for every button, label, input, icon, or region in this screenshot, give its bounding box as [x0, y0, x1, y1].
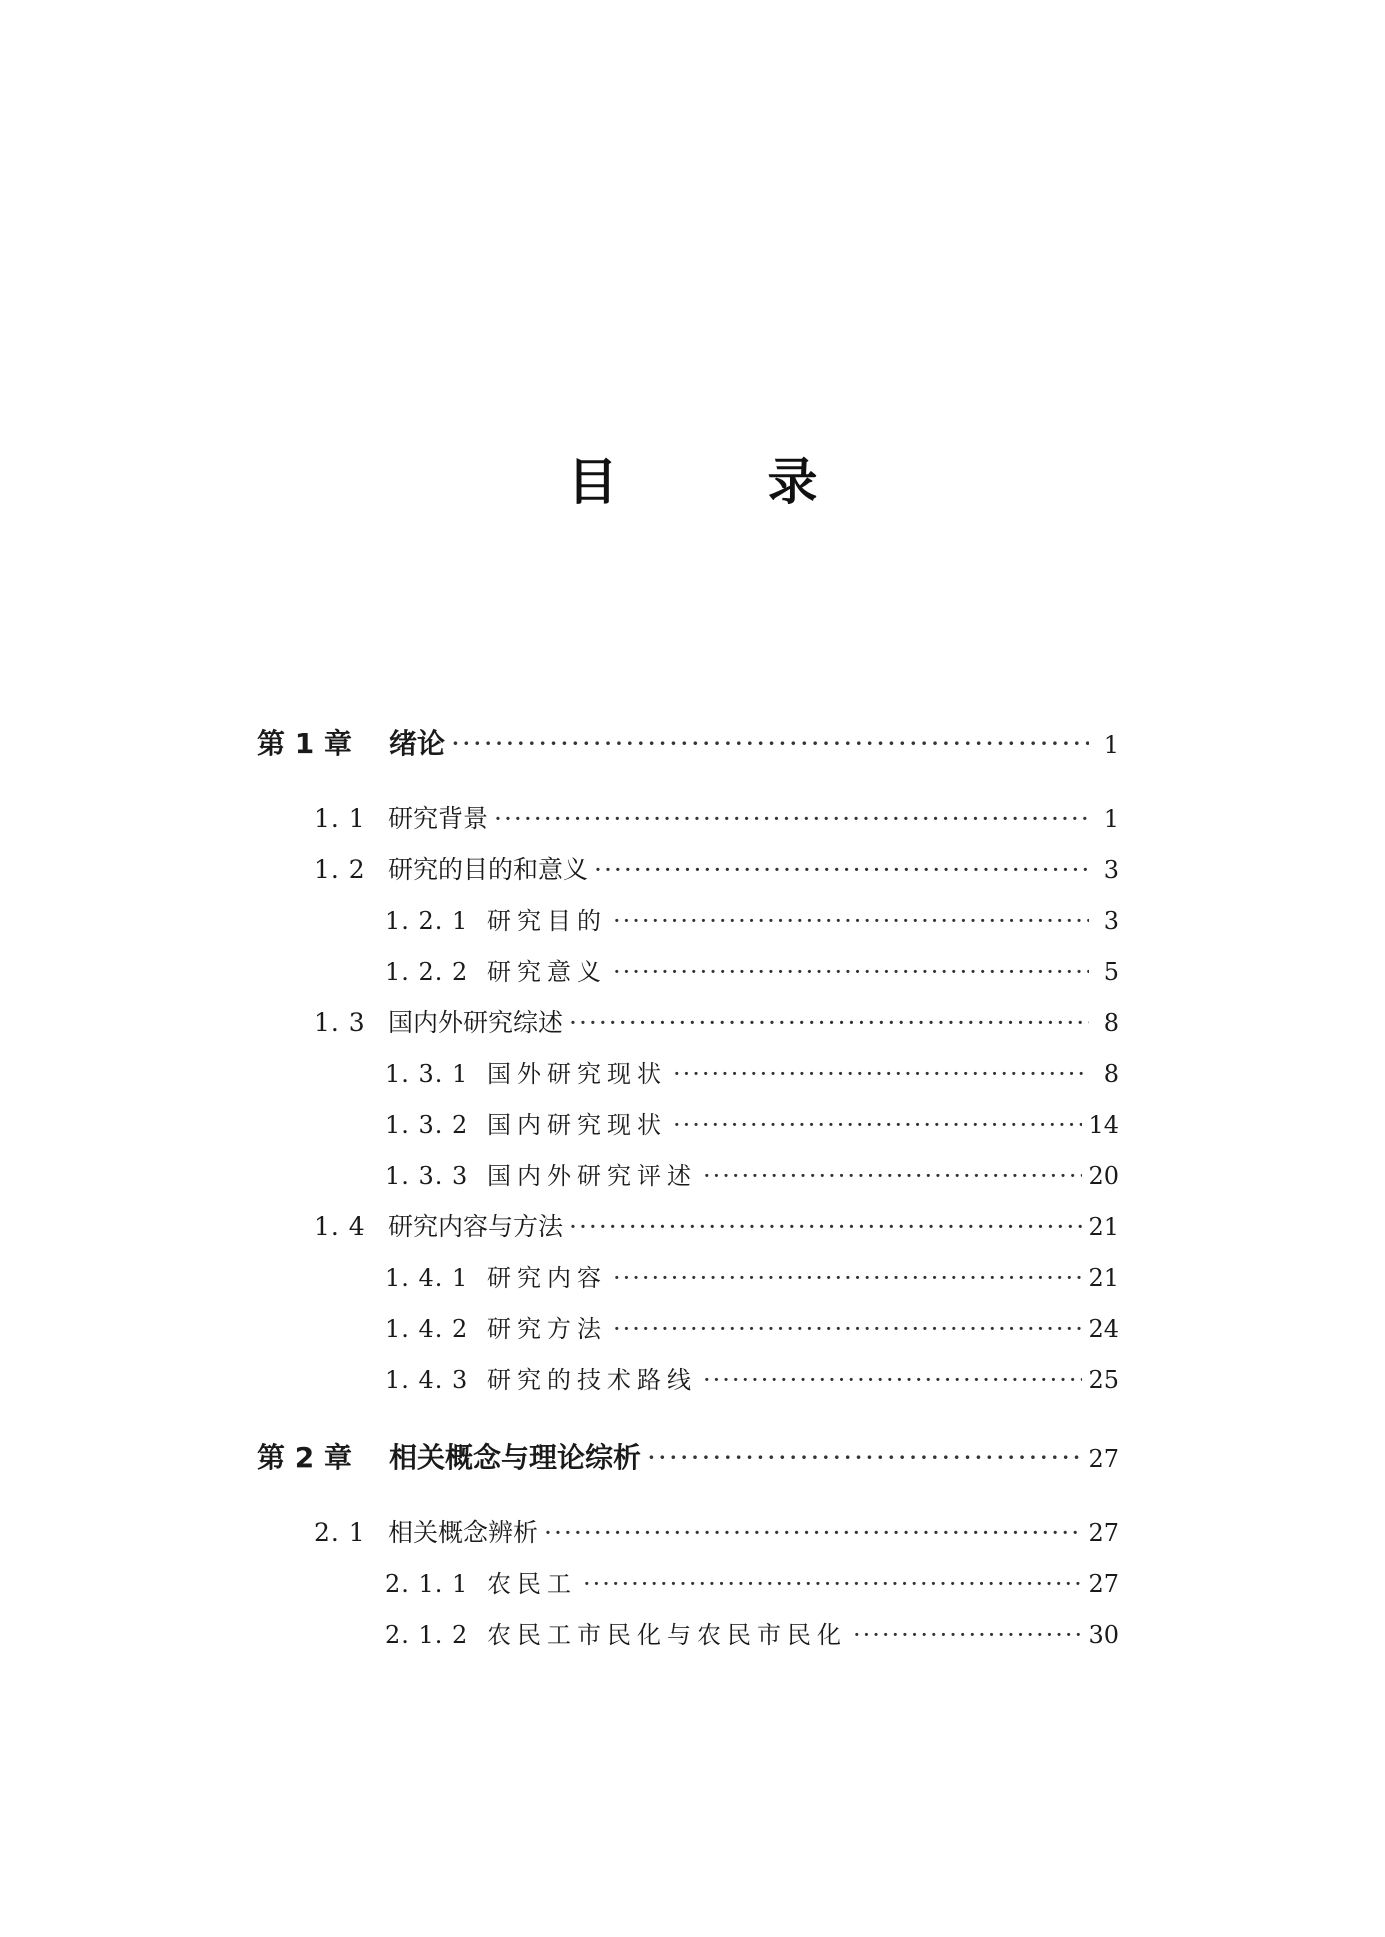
- toc-section-1-3[interactable]: [314, 1003, 1119, 1039]
- dot-leader: [594, 855, 1089, 884]
- dot-leader: [613, 958, 1089, 986]
- toc-number: 1. 2. 2: [385, 958, 469, 986]
- toc-number: 第 1 章: [257, 727, 352, 760]
- dot-leader: [583, 1570, 1082, 1598]
- toc-number: 1. 4. 2: [385, 1315, 469, 1343]
- toc-page-number: 1: [1103, 731, 1119, 759]
- toc-number: 第 2 章: [257, 1441, 352, 1474]
- toc-page-number: 3: [1103, 856, 1119, 884]
- toc-section-1-1[interactable]: [314, 799, 1119, 835]
- toc-chapter-1[interactable]: [257, 722, 1119, 758]
- dot-leader: [569, 1212, 1082, 1241]
- toc-label: 国内外研究综述: [388, 1008, 564, 1037]
- toc-page-number: 8: [1103, 1060, 1119, 1088]
- toc-page-number: 3: [1103, 907, 1119, 935]
- toc-page-number: 5: [1103, 958, 1119, 986]
- toc-page-number: 20: [1088, 1162, 1119, 1190]
- toc-label: 国内外研究评述: [487, 1162, 697, 1190]
- toc-number: 1. 2: [314, 855, 366, 884]
- toc-label: 国外研究现状: [487, 1060, 667, 1088]
- toc-label: 研究目的: [487, 907, 607, 935]
- dot-leader: [494, 804, 1089, 833]
- toc-page-number: 30: [1088, 1621, 1119, 1649]
- toc-subsection-1-3-3[interactable]: [385, 1156, 1119, 1192]
- toc-page-number: 8: [1103, 1009, 1119, 1037]
- toc-number: 1. 2. 1: [385, 907, 469, 935]
- page-title-char-1: 目: [567, 453, 618, 511]
- toc-number: 1. 3. 2: [385, 1111, 469, 1139]
- dot-leader: [703, 1366, 1082, 1394]
- toc-subsection-1-4-1[interactable]: [385, 1258, 1119, 1294]
- toc-section-1-2[interactable]: [314, 850, 1119, 886]
- toc-label: 国内研究现状: [487, 1111, 667, 1139]
- dot-leader: [673, 1111, 1082, 1139]
- toc-number: 2. 1. 1: [385, 1570, 469, 1598]
- dot-leader: [703, 1162, 1082, 1190]
- toc-section-2-1[interactable]: [314, 1513, 1119, 1549]
- toc-subsection-1-2-1[interactable]: [385, 901, 1119, 937]
- toc-number: 1. 4. 1: [385, 1264, 469, 1292]
- toc-page-number: 24: [1088, 1315, 1119, 1343]
- dot-leader: [853, 1621, 1082, 1649]
- toc-label: 研究背景: [388, 804, 489, 833]
- toc-subsection-1-4-2[interactable]: [385, 1309, 1119, 1345]
- toc-page-number: 27: [1088, 1519, 1119, 1547]
- toc-number: 1. 3. 1: [385, 1060, 469, 1088]
- toc-label: 研究方法: [487, 1315, 607, 1343]
- toc-subsection-2-1-1[interactable]: [385, 1564, 1119, 1600]
- dot-leader: [569, 1008, 1089, 1037]
- toc-label: 农民工: [487, 1570, 577, 1598]
- toc-label: 相关概念与理论综析: [389, 1441, 642, 1474]
- toc-label: 研究的技术路线: [487, 1366, 697, 1394]
- dot-leader: [613, 1315, 1082, 1343]
- toc-subsection-1-3-2[interactable]: [385, 1105, 1119, 1141]
- toc-page-number: 21: [1088, 1213, 1119, 1241]
- toc-chapter-2[interactable]: [257, 1436, 1119, 1472]
- toc-number: 1. 4. 3: [385, 1366, 469, 1394]
- toc-number: 2. 1: [314, 1518, 366, 1547]
- toc-label: 研究的目的和意义: [388, 855, 589, 884]
- toc-number: 2. 1. 2: [385, 1621, 469, 1649]
- toc-subsection-1-4-3[interactable]: [385, 1360, 1119, 1396]
- toc-subsection-1-2-2[interactable]: [385, 952, 1119, 988]
- toc-page-number: 27: [1088, 1570, 1119, 1598]
- toc-label: 相关概念辨析: [388, 1518, 539, 1547]
- toc-subsection-1-3-1[interactable]: [385, 1054, 1119, 1090]
- toc-number: 1. 3. 3: [385, 1162, 469, 1190]
- toc-section-1-4[interactable]: [314, 1207, 1119, 1243]
- toc-page-number: 14: [1088, 1111, 1119, 1139]
- dot-leader: [647, 1441, 1082, 1474]
- toc-number: 1. 1: [314, 804, 366, 833]
- toc-number: 1. 3: [314, 1008, 366, 1037]
- toc-page-number: 1: [1103, 805, 1119, 833]
- toc-label: 农民工市民化与农民市民化: [487, 1621, 847, 1649]
- dot-leader: [613, 1264, 1082, 1292]
- dot-leader: [673, 1060, 1089, 1088]
- toc-page-number: 27: [1088, 1445, 1119, 1473]
- toc-subsection-2-1-2[interactable]: [385, 1615, 1119, 1651]
- toc-number: 1. 4: [314, 1212, 366, 1241]
- page-title: [0, 452, 1385, 512]
- dot-leader: [544, 1518, 1082, 1547]
- toc-label: 绪论: [389, 727, 446, 760]
- page-title-char-2: 录: [767, 453, 818, 511]
- toc-label: 研究内容: [487, 1264, 607, 1292]
- toc-label: 研究意义: [487, 958, 607, 986]
- dot-leader: [613, 907, 1089, 935]
- toc-page-number: 25: [1088, 1366, 1119, 1394]
- dot-leader: [451, 727, 1089, 760]
- toc-page-number: 21: [1088, 1264, 1119, 1292]
- toc-label: 研究内容与方法: [388, 1212, 564, 1241]
